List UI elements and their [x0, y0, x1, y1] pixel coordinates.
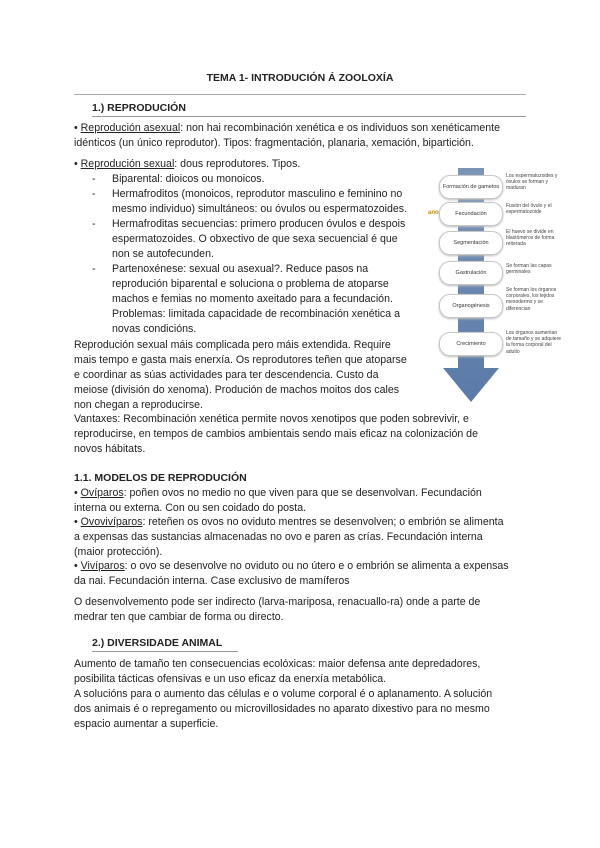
title-divider — [74, 94, 526, 95]
paragraph-line: O desenvolvemento pode ser indirecto (larva-mariposa, renacuallo-ra) onde a parte de — [74, 596, 481, 608]
stage-box: Segmentación — [439, 231, 503, 255]
stage-note: Los órganos aumentan de tamaño y se adquiere la forma corporal del adulto — [506, 330, 562, 355]
list-dash: - — [92, 218, 96, 230]
oviparos-paragraph: • Ovíparos: poñen ovos no medio no que viven para que se desenvolvan. Fecundación interna ou externa. Con ou sen coidado do posta. — [74, 486, 530, 516]
stage-note: El huevo se divide en blastómeros de forma reiterada — [506, 229, 555, 248]
stage-box: Gastrulación — [439, 261, 503, 285]
paragraph-line: da nai. Fecundación interna. Case exclusivo de mamíferos — [74, 575, 350, 587]
paragraph-line: : reteñen os ovos no oviduto mentres se desenvolven; o embrión se alimenta — [142, 516, 504, 528]
sexual-paragraph: • Reprodución sexual: dous reprodutores. Tipos. — [74, 158, 301, 170]
stage-box: Organogénesis — [439, 294, 503, 318]
list-item-line: reprodución biparental e soluciona o problema de atoparse — [112, 278, 389, 290]
paragraph-line: medrar ten que cambiar de forma ou directo. — [74, 611, 284, 623]
paragraph-line: A solucións para o aumento das células e o volume corporal é o aplanamento. A solución — [74, 688, 493, 700]
stage-box: Crecimiento — [439, 332, 503, 356]
list-item-line: Hermafroditos (monoicos, reprodutor masculino e feminino no — [112, 188, 403, 200]
paragraph-line: Reprodución sexual máis complicada pero máis extendida. Require — [74, 339, 391, 351]
oviparos-label: Ovíparos — [80, 487, 124, 499]
paragraph-line: Vantaxes: Recombinación xenética permite novos xenotipos que poden sobrevivir, e — [74, 413, 469, 425]
stage-note: Los espermatozoides y óvulos se forman y maduran — [506, 173, 558, 192]
paragraph-line: reproducirse, en tempos de cambios ambientais sendo mais eficaz na colonización de — [74, 428, 478, 440]
list-item — [112, 262, 414, 337]
list-item-line: espermatozoides. O obxectivo de que sexa secuencial é que — [112, 233, 398, 245]
list-item-line: novas condicións. — [112, 323, 197, 335]
paragraph-line: espacio aumentar a superficie. — [74, 718, 219, 730]
list-dash: - — [92, 188, 96, 200]
sexual-label: Reprodución sexual — [80, 158, 175, 170]
paragraph-line: dos animais é o repregamento ou microvillosidades no aparato dixestivo para no mesmo — [74, 703, 490, 715]
asexual-label: Reprodución asexual — [80, 122, 181, 134]
paragraph-line: meiose (división do xenoma). Produción de machos moitos dos cales — [74, 384, 400, 396]
viviparos-paragraph: • Vivíparos: o ovo se desenvolve no oviduto ou no útero e o embrión se alimenta a expensas da nai. Fecundación interna. Case exclusivo de mamíferos — [74, 559, 530, 589]
diversity-paragraph — [74, 657, 530, 732]
list-dash: - — [92, 263, 96, 275]
paragraph-line: e coordinar as súas actividades para ter descendencia. Custo da — [74, 369, 379, 381]
ovoviviparos-paragraph: • Ovovivíparos: reteñen os ovos no oviduto mentres se desenvolven; o embrión se alimenta a expensas das sustancias almacenadas no ovo e paren as crías. Fecundación interna (maior protección). — [74, 515, 530, 560]
section-2-heading-text: 2.) DIVERSIDADE ANIMAL — [92, 637, 223, 649]
stage-box: Formación de gametos — [439, 175, 503, 199]
sexual-complexity-paragraph — [74, 338, 434, 413]
list-item-line: Hermafroditas secuencias: primero producen óvulos e despois — [112, 218, 406, 230]
section-2-heading — [92, 636, 238, 652]
list-item — [112, 172, 414, 187]
list-item-line: Partenoxénese: sexual ou asexual?. Reduce pasos na — [112, 263, 369, 275]
list-item-line: machos e femias no momento axeitado para a fecundación. — [112, 293, 393, 305]
sexual-text: : dous reprodutores. Tipos. — [174, 158, 301, 170]
advantages-paragraph — [74, 412, 530, 457]
paragraph-line: a expensas das sustancias almacenadas no ovo e paren as crías. Fecundación interna — [74, 531, 483, 543]
paragraph-line: novos hábitats. — [74, 443, 146, 455]
list-dash: - — [92, 173, 96, 185]
paragraph-line: Aumento de tamaño ten consecuencias ecolóxicas: maior defensa ante depredadores, — [74, 658, 481, 670]
list-item-line: Biparental: dioicos ou monoicos. — [112, 173, 265, 185]
development-paragraph — [74, 595, 530, 625]
section-1-1-heading: 1.1. MODELOS DE REPRODUCIÓN — [74, 472, 247, 484]
paragraph-line: interna ou externa. Con ou sen coidado do posta. — [74, 502, 307, 514]
ovoviviparos-label: Ovovivíparos — [80, 516, 143, 528]
list-item-line: non se autofecunden. — [112, 248, 214, 260]
asexual-paragraph: • Reprodución asexual: non hai recombinación xenética e os individuos son xenéticamente idénticos (un único reprodutor). Tipos: fragmentación, planaria, xemación, bipartición. — [74, 122, 500, 149]
list-item — [112, 187, 414, 217]
list-item-line: mesmo individuo) simultáneos: ou óvulos ou espermatozoides. — [112, 203, 408, 215]
section-1-heading-text: 1.) REPRODUCIÓN — [92, 102, 186, 114]
figure-side-label: ano — [428, 210, 439, 216]
viviparos-label: Vivíparos — [80, 560, 125, 572]
list-item-line: Problemas: limitada capacidade de recombinación xenética a — [112, 308, 400, 320]
stage-note: Se forman las capas germinales — [506, 263, 552, 276]
section-1-heading — [92, 101, 526, 117]
stage-note: Fusión del óvulo y el espermatozoide — [506, 203, 552, 216]
page-title: TEMA 1- INTRODUCIÓN Á ZOOLOXÍA — [206, 72, 394, 84]
stage-box: Fecundación — [439, 202, 503, 226]
stage-note: Se forman los órganos corporales, los tejidos mesodermo y se diferencian — [506, 287, 557, 312]
paragraph-line: mais tempo e gasta mais enerxía. Os reprodutores teñen que atoparse — [74, 354, 407, 366]
paragraph-line: posibilita tácticas ofensivas e un uso eficaz da enerxía metabólica. — [74, 673, 387, 685]
paragraph-line: : poñen ovos no medio no que viven para que se desenvolvan. Fecundación — [123, 487, 482, 499]
paragraph-line: non chegan a reproducirse. — [74, 399, 203, 411]
asexual-text: : non hai recombinación xenética e os individuos son xenéticamente idénticos (un único reprodutor). Tipos: fragmentación, planaria, xemación, bipartición. — [74, 122, 500, 149]
paragraph-line: : o ovo se desenvolve no oviduto ou no útero e o embrión se alimenta a expensas — [124, 560, 509, 572]
list-item — [112, 217, 414, 262]
paragraph-line: (maior protección). — [74, 546, 163, 558]
